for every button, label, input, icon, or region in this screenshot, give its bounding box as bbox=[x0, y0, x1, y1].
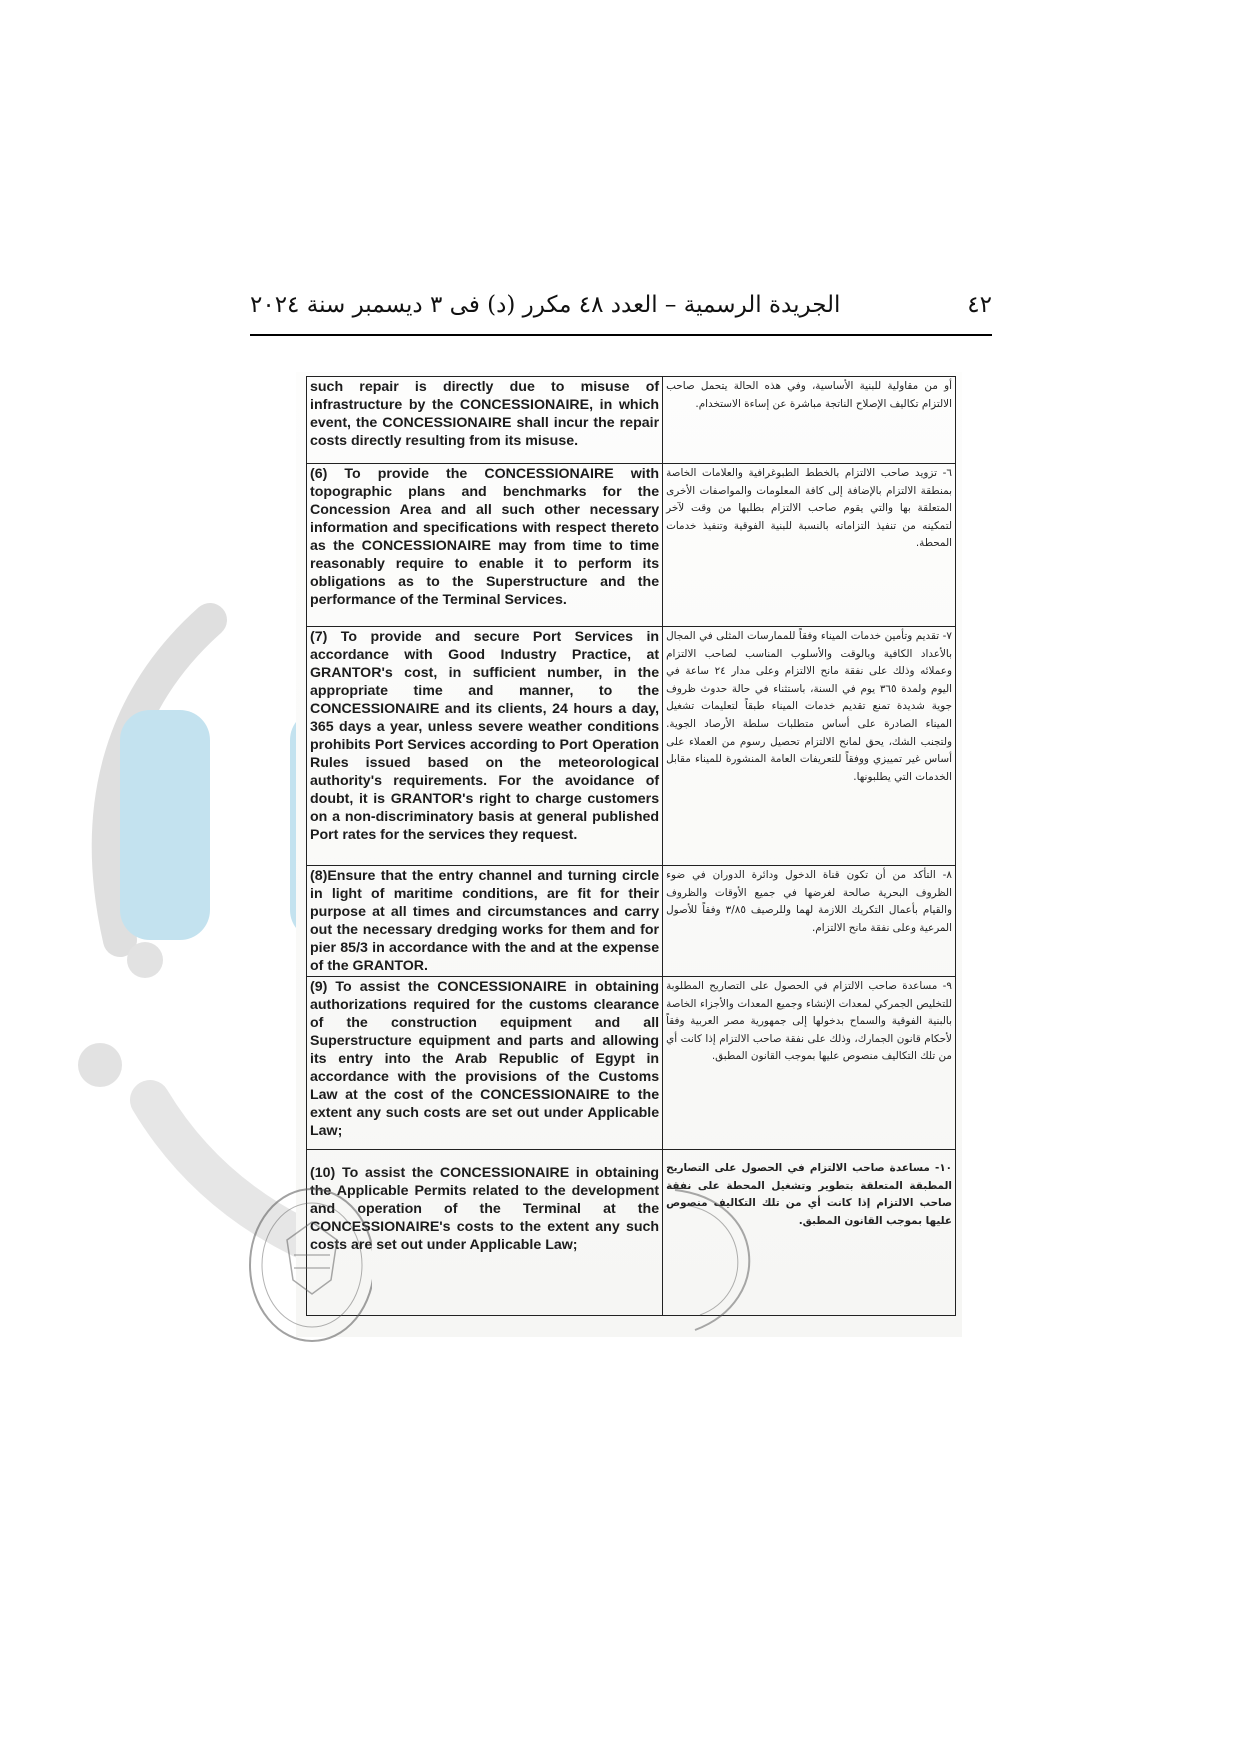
arabic-clause: أو من مقاولية للبنية الأساسية، وفي هذه الحالة يتحمل صاحب الالتزام تكاليف الإصلاح الناتجة مباشرة عن إساءة الاستخدام. bbox=[663, 377, 956, 464]
arabic-clause: ٧- تقديم وتأمين خدمات الميناء وفقاً للممارسات المثلى في المجال بالأعداد الكافية وبالوقت والأسلوب المناسب لصاحب الالتزام وعملائه وذلك على نفقة مانح الالتزام وعلى مدار ٢٤ ساعة في اليوم ولمدة ٣٦٥ يوم في السنة، باستثناء في حالة حدوث ظروف جوية شديدة تمنع تقديم خدمات الميناء طبقاً لتعليمات تشغيل الميناء الصادرة على أساس متطلبات سلطة الأرصاد الجوية. ولتجنب الشك، يحق لمانح الالتزام تحصيل رسوم من العملاء على أساس غير تمييزي ووفقاً للتعريفات العامة المنشورة للميناء مقابل الخدمات التي يطلبونها. bbox=[663, 627, 956, 866]
official-seal-stamp bbox=[232, 1180, 372, 1350]
english-clause: (10) To assist the CONCESSIONAIRE in obtaining the Applicable Permits related to the development and operation of the Terminal at the CONCESSIONAIRE's costs to the extent any such costs are set out under Applicable Law; bbox=[307, 1150, 663, 1316]
gazette-header bbox=[250, 280, 992, 330]
table-row bbox=[307, 464, 956, 627]
contract-table bbox=[306, 376, 956, 1316]
arabic-clause: ١٠- مساعدة صاحب الالتزام في الحصول على التصاريح المطبقة المتعلقة بتطوير وتشغيل المحطة على نفقة صاحب الالتزام إذا كانت أي من تلك التكاليف منصوص عليها بموجب القانون المطبق. bbox=[663, 1150, 956, 1316]
table-row bbox=[307, 1150, 956, 1316]
gazette-title: الجريدة الرسمية – العدد ٤٨ مكرر (د) فى ٣ ديسمبر سنة ٢٠٢٤ bbox=[250, 292, 841, 318]
official-seal-stamp bbox=[655, 1180, 775, 1340]
arabic-clause: ٦- تزويد صاحب الالتزام بالخطط الطبوغرافية والعلامات الخاصة بمنطقة الالتزام بالإضافة إلى كافة المعلومات والمواصفات الأخرى المتعلقة بها والتي يقوم صاحب الالتزام بطلبها من وقت لآخر لتمكينه من تنفيذ التزاماته بالنسبة للبنية الفوقية وتنفيذ خدمات المحطة. bbox=[663, 464, 956, 627]
table-row bbox=[307, 377, 956, 464]
english-clause: (7) To provide and secure Port Services in accordance with Good Industry Practice, at GRANTOR's cost, in sufficient number, in the appropriate time and manner, to the CONCESSIONAIRE and its clients, 24 hours a day, 365 days a year, unless severe weather conditions prohibits Port Services according to Port Operation Rules issued based on the meteorological authority's requirements. For the avoidance of doubt, it is GRANTOR's right to charge customers on a non-discriminatory basis at general published Port rates for the services they request. bbox=[307, 627, 663, 866]
arabic-clause: ٩- مساعدة صاحب الالتزام في الحصول على التصاريح المطلوبة للتخليص الجمركي لمعدات الإنشاء وجميع المعدات والأجزاء الخاصة بالبنية الفوقية والسماح بدخولها إلى جمهورية مصر العربية وفقاً لأحكام قانون الجمارك، وذلك على نفقة صاحب الالتزام إذا كانت أي من تلك التكاليف منصوص عليها بموجب القانون المطبق. bbox=[663, 977, 956, 1150]
table-row bbox=[307, 627, 956, 866]
english-clause: (8)Ensure that the entry channel and turning circle in light of maritime conditions, are fit for their purpose at all times and circumstances and carry out the necessary dredging works for them and for pier 85/3 in accordance with the and at the expense of the GRANTOR. bbox=[307, 866, 663, 977]
table-row bbox=[307, 977, 956, 1150]
english-clause: such repair is directly due to misuse of infrastructure by the CONCESSIONAIRE, in which event, the CONCESSIONAIRE shall incur the repair costs directly resulting from its misuse. bbox=[307, 377, 663, 464]
english-clause: (9) To assist the CONCESSIONAIRE in obtaining authorizations required for the customs clearance of the construction equipment and all Superstructure equipment and parts and allowing its entry into the Arab Republic of Egypt in accordance with the provisions of the Customs Law at the cost of the CONCESSIONAIRE to the extent any such costs are set out under Applicable Law; bbox=[307, 977, 663, 1150]
header-rule bbox=[250, 334, 992, 336]
arabic-clause: ٨- التأكد من أن تكون قناة الدخول ودائرة الدوران في ضوء الظروف البحرية صالحة لغرضها في جميع الأوقات والظروف والقيام بأعمال التكريك اللازمة لهما وللرصيف ٣/٨٥ وفقاً للأصول المرعية وعلى نفقة مانح الالتزام. bbox=[663, 866, 956, 977]
page-number: ٤٢ bbox=[967, 292, 992, 318]
english-clause: (6) To provide the CONCESSIONAIRE with topographic plans and benchmarks for the Concession Area and all such other necessary information and specifications with respect thereto as the CONCESSIONAIRE may from time to time reasonably require to enable it to perform its obligations as to the Superstructure and the performance of the Terminal Services. bbox=[307, 464, 663, 627]
table-row bbox=[307, 866, 956, 977]
